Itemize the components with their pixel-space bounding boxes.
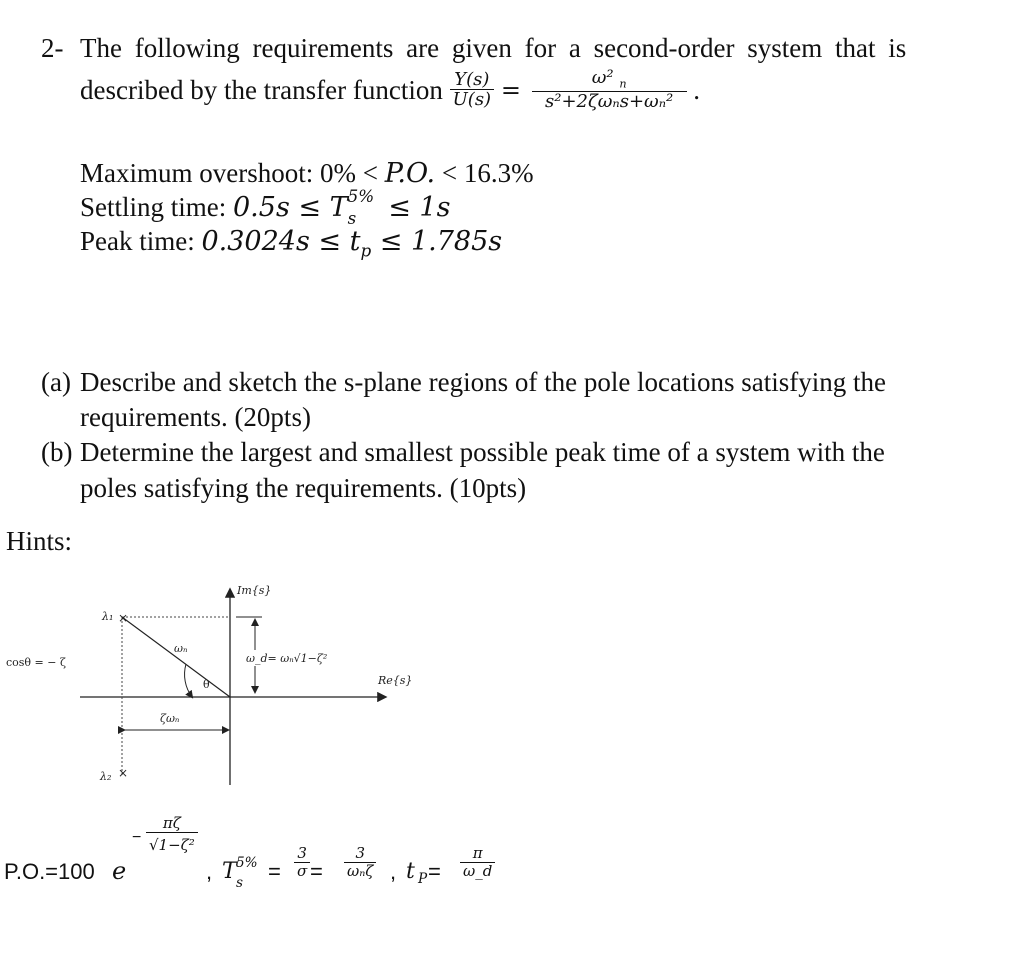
req-peak-label: Peak time: <box>80 226 202 256</box>
theta-label: θ <box>203 678 210 691</box>
part-a-line2: requirements. (20pts) <box>80 402 311 432</box>
req-settling-T: T <box>329 192 348 223</box>
problem-intro-line2 <box>80 68 700 113</box>
req-peak <box>80 226 502 260</box>
omega-n-label: ωₙ <box>174 642 188 655</box>
po-exp-num: πζ <box>146 815 198 833</box>
ts-frac2-num: 3 <box>344 845 376 863</box>
tf-rhs-num-omega: ω² <box>591 67 614 88</box>
tf-fraction <box>450 70 494 111</box>
tf-numerator: Y(s) <box>450 70 494 91</box>
hints-title: Hints: <box>6 526 73 556</box>
pole-2-marker: × <box>118 766 129 780</box>
tp-sub: P <box>418 871 428 887</box>
theta-arc <box>185 664 192 697</box>
hint-formulas <box>4 815 524 905</box>
req-overshoot-expr: P.O. <box>384 158 436 189</box>
tf-rhs-fraction <box>532 68 687 113</box>
part-a-line1: Describe and sketch the s-plane regions of the pole locations satisfying the <box>80 367 887 397</box>
tp-frac-num: π <box>460 845 495 863</box>
pole-1-marker: × <box>118 611 129 625</box>
ts-frac1-den: σ <box>297 861 308 880</box>
po-e: e <box>112 857 127 885</box>
req-settling-lo: 0.5s ≤ <box>233 192 330 223</box>
part-b-line2: poles satisfying the requirements. (10pts) <box>80 473 527 503</box>
tf-rhs-denominator: s²+2ζωₙs+ωₙ² <box>544 90 674 112</box>
req-overshoot-tail: < 16.3% <box>435 158 534 188</box>
part-b-label: (b) <box>41 437 73 467</box>
req-settling-sup: 5% <box>347 186 375 206</box>
ts-sup: 5% <box>236 855 258 871</box>
formula-eq-2: = <box>310 859 323 884</box>
ts-T: T <box>222 859 237 884</box>
ts-frac-sigma <box>294 845 310 880</box>
tf-period: . <box>693 74 701 105</box>
formula-eq-3: = <box>428 859 441 884</box>
tp-frac-den: ω_d <box>463 861 493 880</box>
ts-sub: s <box>236 875 243 891</box>
tf-equals: = <box>500 76 521 105</box>
req-peak-sub: p <box>360 240 372 261</box>
tp-frac <box>460 845 495 880</box>
po-exp-den: √1−ζ² <box>149 835 195 854</box>
tf-rhs-num-sub: n <box>619 77 627 91</box>
omega-d-label: ω_d= ωₙ√1−ζ² <box>246 652 328 665</box>
ts-frac-omega <box>344 845 376 880</box>
req-settling-sub: s <box>347 208 357 228</box>
po-exponent <box>146 815 198 854</box>
intro-line2-text: described by the transfer function <box>80 74 443 105</box>
part-a-label: (a) <box>41 367 71 397</box>
po-exp-minus: − <box>132 829 142 846</box>
formula-comma-1: , <box>206 859 213 884</box>
req-overshoot-label: Maximum overshoot: 0% < <box>80 158 385 188</box>
req-peak-hi: ≤ 1.785s <box>371 226 503 257</box>
lambda-1-label: λ₁ <box>102 610 114 623</box>
tf-rhs-numerator <box>532 68 687 92</box>
req-peak-lo: 0.3024s ≤ <box>201 226 350 257</box>
ts-frac2-den: ωₙζ <box>347 861 374 880</box>
cos-theta-label: cosθ = − ζ <box>6 656 66 669</box>
problem-number: 2- <box>41 33 64 63</box>
req-peak-t: t <box>349 226 361 257</box>
re-axis-label: Re{s} <box>378 674 413 687</box>
lambda-2-label: λ₂ <box>100 770 112 783</box>
part-b-line1: Determine the largest and smallest possible peak time of a system with the <box>80 437 885 467</box>
req-overshoot <box>80 158 534 189</box>
tf-denominator: U(s) <box>452 89 492 111</box>
tp-t: t <box>406 859 415 884</box>
problem-intro-line1: The following requirements are given for a second-order system that is <box>80 33 907 63</box>
req-settling-label: Settling time: <box>80 192 233 222</box>
formula-eq-1: = <box>268 859 281 884</box>
omega-n-radius <box>122 617 230 697</box>
req-settling-hi: ≤ 1s <box>379 192 451 223</box>
ts-frac1-num: 3 <box>294 845 310 863</box>
zeta-omega-label: ζωₙ <box>160 712 180 725</box>
s-plane-diagram <box>0 580 420 790</box>
formula-comma-2: , <box>390 859 397 884</box>
po-prefix: P.O.=100 <box>4 859 95 884</box>
im-axis-label: Im{s} <box>237 584 272 597</box>
req-settling <box>80 186 451 228</box>
